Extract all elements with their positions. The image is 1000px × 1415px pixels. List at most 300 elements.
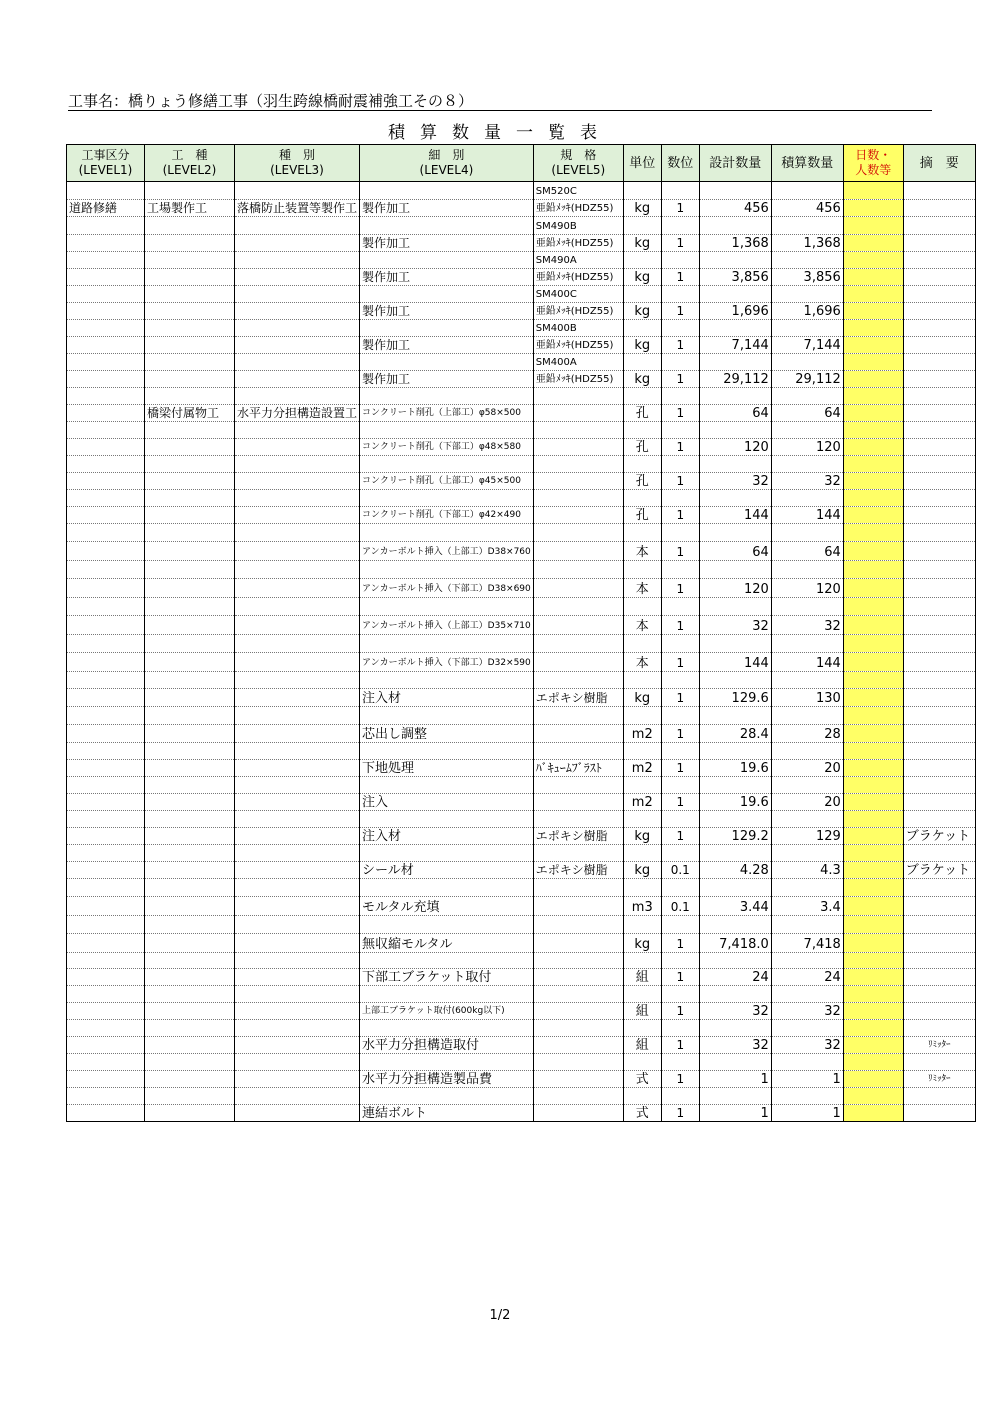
cell-remarks xyxy=(903,1054,975,1071)
cell-est xyxy=(771,743,843,760)
cell-l2 xyxy=(145,760,235,777)
cell-l5 xyxy=(533,561,623,579)
cell-design: 32 xyxy=(699,473,771,490)
cell-l5 xyxy=(533,1071,623,1088)
cell-design xyxy=(699,879,771,897)
cell-days xyxy=(843,760,903,777)
cell-l5: 亜鉛ﾒｯｷ(HDZ55) xyxy=(533,235,623,252)
table-row xyxy=(67,542,976,561)
cell-design: 144 xyxy=(699,507,771,524)
cell-l4 xyxy=(360,777,534,794)
cell-l3 xyxy=(235,743,360,760)
cell-l3 xyxy=(235,473,360,490)
cell-remarks: ブラケット xyxy=(903,862,975,879)
cell-l3 xyxy=(235,616,360,635)
cell-est xyxy=(771,182,843,200)
cell-l3 xyxy=(235,1020,360,1037)
table-row xyxy=(67,845,976,862)
table-row xyxy=(67,1105,976,1122)
cell-est: 20 xyxy=(771,760,843,777)
cell-l2 xyxy=(145,616,235,635)
cell-unit: 孔 xyxy=(623,405,661,422)
cell-est xyxy=(771,456,843,473)
cell-unit: m2 xyxy=(623,760,661,777)
cell-unit: kg xyxy=(623,200,661,217)
cell-days xyxy=(843,200,903,217)
table-row xyxy=(67,616,976,635)
cell-l4: 製作加工 xyxy=(360,337,534,354)
cell-l1 xyxy=(67,598,145,616)
cell-est: 64 xyxy=(771,542,843,561)
cell-l3 xyxy=(235,422,360,439)
header-est-qty: 積算数量 xyxy=(771,145,843,182)
cell-remarks: ブラケット xyxy=(903,828,975,845)
cell-l3 xyxy=(235,862,360,879)
cell-design: 1 xyxy=(699,1071,771,1088)
cell-remarks xyxy=(903,561,975,579)
cell-unit: 本 xyxy=(623,579,661,598)
cell-l4: コンクリート削孔（下部工）φ42×490 xyxy=(360,507,534,524)
cell-l4 xyxy=(360,388,534,405)
cell-l5 xyxy=(533,845,623,862)
table-row xyxy=(67,811,976,828)
cell-l1 xyxy=(67,524,145,542)
cell-design xyxy=(699,320,771,337)
cell-l1 xyxy=(67,473,145,490)
cell-l2 xyxy=(145,320,235,337)
cell-remarks xyxy=(903,934,975,953)
cell-l1 xyxy=(67,579,145,598)
cell-l2 xyxy=(145,388,235,405)
cell-est xyxy=(771,916,843,934)
cell-digits xyxy=(661,182,699,200)
cell-design xyxy=(699,286,771,303)
cell-l5 xyxy=(533,969,623,986)
cell-l1 xyxy=(67,707,145,725)
cell-unit: kg xyxy=(623,828,661,845)
cell-l2 xyxy=(145,1071,235,1088)
cell-digits xyxy=(661,1020,699,1037)
cell-unit: kg xyxy=(623,337,661,354)
cell-l5 xyxy=(533,1054,623,1071)
cell-unit: 組 xyxy=(623,1003,661,1020)
cell-l4: アンカーボルト挿入（上部工）D35×710 xyxy=(360,616,534,635)
cell-remarks xyxy=(903,182,975,200)
cell-l5: SM490B xyxy=(533,217,623,235)
cell-est: 7,144 xyxy=(771,337,843,354)
cell-est xyxy=(771,286,843,303)
cell-est: 32 xyxy=(771,1037,843,1054)
cell-l4 xyxy=(360,456,534,473)
cell-unit: 本 xyxy=(623,616,661,635)
cell-design xyxy=(699,986,771,1003)
cell-l1 xyxy=(67,542,145,561)
cell-l2 xyxy=(145,1037,235,1054)
table-row xyxy=(67,354,976,371)
cell-design: 144 xyxy=(699,653,771,672)
cell-l1 xyxy=(67,916,145,934)
cell-l2 xyxy=(145,598,235,616)
cell-l5 xyxy=(533,507,623,524)
cell-design xyxy=(699,252,771,269)
cell-l5: 亜鉛ﾒｯｷ(HDZ55) xyxy=(533,269,623,286)
cell-design: 32 xyxy=(699,1003,771,1020)
cell-unit xyxy=(623,182,661,200)
cell-l4 xyxy=(360,217,534,235)
cell-remarks xyxy=(903,653,975,672)
cell-l3 xyxy=(235,507,360,524)
cell-days xyxy=(843,845,903,862)
cell-l3 xyxy=(235,542,360,561)
cell-est: 20 xyxy=(771,794,843,811)
cell-l2: 工場製作工 xyxy=(145,200,235,217)
cell-l1 xyxy=(67,1037,145,1054)
cell-l1 xyxy=(67,337,145,354)
cell-l4: コンクリート削孔（下部工）φ48×580 xyxy=(360,439,534,456)
cell-unit: 孔 xyxy=(623,439,661,456)
cell-l3 xyxy=(235,182,360,200)
cell-est: 1 xyxy=(771,1071,843,1088)
cell-design xyxy=(699,916,771,934)
cell-l2 xyxy=(145,473,235,490)
cell-l5: SM400C xyxy=(533,286,623,303)
cell-remarks xyxy=(903,439,975,456)
cell-days xyxy=(843,689,903,707)
cell-remarks xyxy=(903,579,975,598)
cell-design xyxy=(699,1020,771,1037)
cell-l4: コンクリート削孔（上部工）φ58×500 xyxy=(360,405,534,422)
cell-days xyxy=(843,953,903,969)
cell-l2 xyxy=(145,1088,235,1105)
header-level2: 工 種 (LEVEL2) xyxy=(145,145,235,182)
cell-l3 xyxy=(235,635,360,653)
cell-l4: アンカーボルト挿入（下部工）D38×690 xyxy=(360,579,534,598)
cell-digits xyxy=(661,879,699,897)
cell-l4 xyxy=(360,879,534,897)
cell-design xyxy=(699,217,771,235)
cell-est xyxy=(771,953,843,969)
cell-est xyxy=(771,524,843,542)
cell-l3 xyxy=(235,354,360,371)
cell-digits xyxy=(661,707,699,725)
page-number: 1/2 xyxy=(489,1308,511,1323)
cell-est: 4.3 xyxy=(771,862,843,879)
cell-l1 xyxy=(67,405,145,422)
cell-l3 xyxy=(235,879,360,897)
cell-design xyxy=(699,777,771,794)
cell-days xyxy=(843,1105,903,1122)
cell-digits: 1 xyxy=(661,616,699,635)
cell-l5: SM400A xyxy=(533,354,623,371)
cell-l2 xyxy=(145,862,235,879)
table-row xyxy=(67,1088,976,1105)
table-row xyxy=(67,1071,976,1088)
cell-l3 xyxy=(235,1003,360,1020)
cell-digits xyxy=(661,456,699,473)
cell-l3 xyxy=(235,934,360,953)
cell-remarks xyxy=(903,689,975,707)
cell-l3 xyxy=(235,598,360,616)
cell-l3 xyxy=(235,811,360,828)
cell-unit xyxy=(623,1020,661,1037)
cell-unit xyxy=(623,456,661,473)
cell-l5 xyxy=(533,456,623,473)
cell-digits: 1 xyxy=(661,1071,699,1088)
table-row xyxy=(67,725,976,743)
cell-days xyxy=(843,269,903,286)
cell-digits: 1 xyxy=(661,760,699,777)
cell-digits xyxy=(661,845,699,862)
cell-design: 1 xyxy=(699,1105,771,1122)
cell-l1 xyxy=(67,953,145,969)
cell-l2 xyxy=(145,897,235,916)
table-row xyxy=(67,337,976,354)
table-row xyxy=(67,524,976,542)
cell-l3 xyxy=(235,320,360,337)
cell-digits xyxy=(661,743,699,760)
table-row xyxy=(67,182,976,200)
cell-est: 144 xyxy=(771,507,843,524)
cell-l5 xyxy=(533,953,623,969)
cell-l4 xyxy=(360,320,534,337)
cell-digits: 1 xyxy=(661,579,699,598)
table-row xyxy=(67,672,976,689)
cell-l3 xyxy=(235,794,360,811)
cell-unit: m2 xyxy=(623,725,661,743)
cell-unit: 式 xyxy=(623,1071,661,1088)
cell-digits xyxy=(661,561,699,579)
cell-l1 xyxy=(67,828,145,845)
cell-design: 7,418.0 xyxy=(699,934,771,953)
cell-est xyxy=(771,252,843,269)
cell-l1 xyxy=(67,561,145,579)
cell-design: 120 xyxy=(699,439,771,456)
cell-remarks xyxy=(903,794,975,811)
header-row xyxy=(67,145,976,182)
cell-l3 xyxy=(235,1088,360,1105)
table-row xyxy=(67,405,976,422)
cell-design: 129.6 xyxy=(699,689,771,707)
cell-l4: 無収縮モルタル xyxy=(360,934,534,953)
cell-l1 xyxy=(67,182,145,200)
cell-design: 3.44 xyxy=(699,897,771,916)
cell-digits xyxy=(661,777,699,794)
cell-days xyxy=(843,388,903,405)
cell-days xyxy=(843,371,903,388)
cell-est xyxy=(771,1020,843,1037)
cell-unit: kg xyxy=(623,269,661,286)
cell-digits xyxy=(661,1054,699,1071)
cell-l1 xyxy=(67,235,145,252)
cell-unit xyxy=(623,743,661,760)
cell-est: 32 xyxy=(771,616,843,635)
cell-l4: シール材 xyxy=(360,862,534,879)
table-row xyxy=(67,235,976,252)
cell-est xyxy=(771,845,843,862)
cell-l4: モルタル充填 xyxy=(360,897,534,916)
cell-unit xyxy=(623,286,661,303)
cell-days xyxy=(843,707,903,725)
cell-est: 120 xyxy=(771,579,843,598)
cell-l1 xyxy=(67,777,145,794)
cell-l4 xyxy=(360,182,534,200)
cell-unit: 組 xyxy=(623,1037,661,1054)
cell-days xyxy=(843,422,903,439)
cell-l3 xyxy=(235,561,360,579)
table-row xyxy=(67,303,976,320)
cell-days xyxy=(843,725,903,743)
cell-design xyxy=(699,845,771,862)
cell-l2 xyxy=(145,934,235,953)
table-row xyxy=(67,953,976,969)
cell-l5 xyxy=(533,794,623,811)
cell-design: 3,856 xyxy=(699,269,771,286)
header-unit: 単位 xyxy=(623,145,661,182)
cell-design xyxy=(699,953,771,969)
cell-design xyxy=(699,1088,771,1105)
table-title: 積算数量一覧表 xyxy=(388,123,612,143)
cell-digits: 1 xyxy=(661,934,699,953)
cell-days xyxy=(843,286,903,303)
cell-digits xyxy=(661,252,699,269)
cell-days xyxy=(843,405,903,422)
cell-design xyxy=(699,490,771,507)
cell-digits xyxy=(661,598,699,616)
cell-l1 xyxy=(67,269,145,286)
cell-l3 xyxy=(235,456,360,473)
cell-remarks xyxy=(903,235,975,252)
cell-est: 3,856 xyxy=(771,269,843,286)
cell-days xyxy=(843,524,903,542)
cell-l2 xyxy=(145,252,235,269)
cell-l5 xyxy=(533,811,623,828)
cell-remarks xyxy=(903,252,975,269)
cell-l4 xyxy=(360,490,534,507)
cell-est xyxy=(771,1054,843,1071)
cell-l5: エポキシ樹脂 xyxy=(533,828,623,845)
cell-est xyxy=(771,320,843,337)
cell-l3 xyxy=(235,953,360,969)
cell-l3 xyxy=(235,1105,360,1122)
table-row xyxy=(67,490,976,507)
cell-l1: 道路修繕 xyxy=(67,200,145,217)
cell-days xyxy=(843,507,903,524)
header-days: 日数・ 人数等 xyxy=(843,145,903,182)
cell-l1 xyxy=(67,1003,145,1020)
cell-l2 xyxy=(145,777,235,794)
cell-l5 xyxy=(533,490,623,507)
cell-l2 xyxy=(145,794,235,811)
cell-est: 64 xyxy=(771,405,843,422)
table-row xyxy=(67,561,976,579)
table-row xyxy=(67,760,976,777)
cell-l5: エポキシ樹脂 xyxy=(533,689,623,707)
table-row xyxy=(67,456,976,473)
cell-days xyxy=(843,916,903,934)
cell-l4 xyxy=(360,354,534,371)
cell-l5: SM490A xyxy=(533,252,623,269)
cell-days xyxy=(843,217,903,235)
cell-l5 xyxy=(533,598,623,616)
cell-l1 xyxy=(67,439,145,456)
cell-remarks xyxy=(903,760,975,777)
cell-l1 xyxy=(67,1054,145,1071)
cell-l2 xyxy=(145,969,235,986)
cell-days xyxy=(843,777,903,794)
cell-remarks xyxy=(903,473,975,490)
cell-l4: 製作加工 xyxy=(360,235,534,252)
cell-l1 xyxy=(67,879,145,897)
cell-l5 xyxy=(533,725,623,743)
cell-l4 xyxy=(360,1088,534,1105)
cell-digits: 1 xyxy=(661,337,699,354)
cell-l2 xyxy=(145,490,235,507)
cell-l5 xyxy=(533,524,623,542)
cell-days xyxy=(843,879,903,897)
cell-remarks xyxy=(903,969,975,986)
cell-l1 xyxy=(67,760,145,777)
cell-days xyxy=(843,1037,903,1054)
cell-l3 xyxy=(235,1054,360,1071)
cell-l1 xyxy=(67,1020,145,1037)
cell-l3 xyxy=(235,388,360,405)
cell-l3 xyxy=(235,303,360,320)
cell-l4: 下地処理 xyxy=(360,760,534,777)
cell-days xyxy=(843,182,903,200)
table-row xyxy=(67,1054,976,1071)
cell-digits: 0.1 xyxy=(661,862,699,879)
cell-l1 xyxy=(67,507,145,524)
cell-l4 xyxy=(360,598,534,616)
cell-l4 xyxy=(360,286,534,303)
cell-l1 xyxy=(67,388,145,405)
cell-remarks xyxy=(903,845,975,862)
cell-l5 xyxy=(533,916,623,934)
cell-remarks xyxy=(903,200,975,217)
cell-l2 xyxy=(145,828,235,845)
table-row xyxy=(67,635,976,653)
cell-l2 xyxy=(145,635,235,653)
cell-remarks xyxy=(903,986,975,1003)
table-row xyxy=(67,794,976,811)
cell-l3 xyxy=(235,286,360,303)
cell-l2 xyxy=(145,371,235,388)
cell-l2 xyxy=(145,689,235,707)
cell-l4 xyxy=(360,707,534,725)
cell-est: 120 xyxy=(771,439,843,456)
cell-design xyxy=(699,456,771,473)
cell-days xyxy=(843,354,903,371)
cell-unit xyxy=(623,320,661,337)
cell-design: 120 xyxy=(699,579,771,598)
cell-unit: kg xyxy=(623,934,661,953)
header-design-qty: 設計数量 xyxy=(699,145,771,182)
cell-l4 xyxy=(360,811,534,828)
cell-l1 xyxy=(67,371,145,388)
cell-l2 xyxy=(145,1020,235,1037)
cell-l2 xyxy=(145,986,235,1003)
cell-l2 xyxy=(145,579,235,598)
cell-l2 xyxy=(145,916,235,934)
cell-unit xyxy=(623,1054,661,1071)
cell-days xyxy=(843,252,903,269)
cell-unit: 組 xyxy=(623,969,661,986)
cell-unit xyxy=(623,524,661,542)
cell-l2 xyxy=(145,542,235,561)
cell-l2 xyxy=(145,707,235,725)
cell-l4 xyxy=(360,422,534,439)
cell-remarks xyxy=(903,490,975,507)
